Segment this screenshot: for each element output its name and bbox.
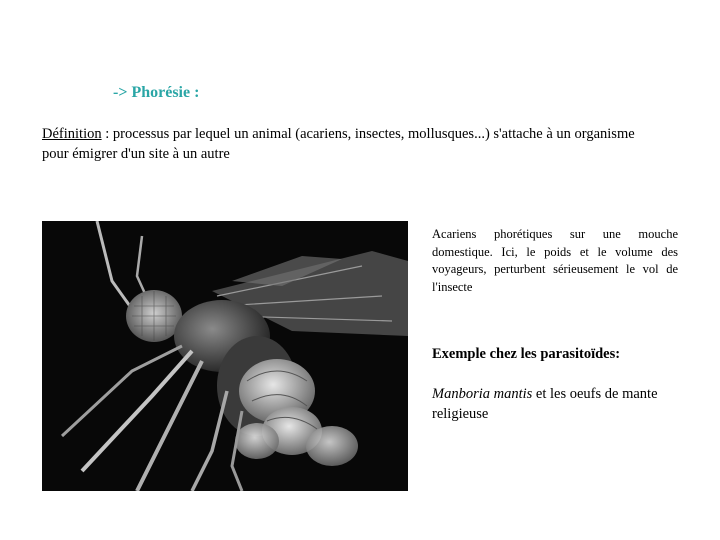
- insect-photo-illustration: [42, 221, 408, 491]
- example-title: Exemple chez les parasitoïdes:: [432, 346, 621, 362]
- photo-caption: Acariens phorétiques sur une mouche domestique. Ici, le poids et le volume des voyageurs, perturbent sérieusement le vol de l'insecte: [432, 227, 678, 294]
- example-text: [432, 384, 692, 424]
- slide-heading: -> Phorésie :: [113, 84, 200, 101]
- example-species: Manboria mantis: [432, 386, 533, 402]
- definition-paragraph: [42, 124, 642, 164]
- insect-photo: [42, 221, 408, 491]
- definition-text: : processus par lequel un animal (acariens, insectes, mollusques...) s'attache à un organisme pour émigrer d'un site à un autre: [42, 126, 635, 162]
- example-rest: et les oeufs de mante religieuse: [432, 386, 658, 422]
- definition-label: Définition: [42, 126, 102, 142]
